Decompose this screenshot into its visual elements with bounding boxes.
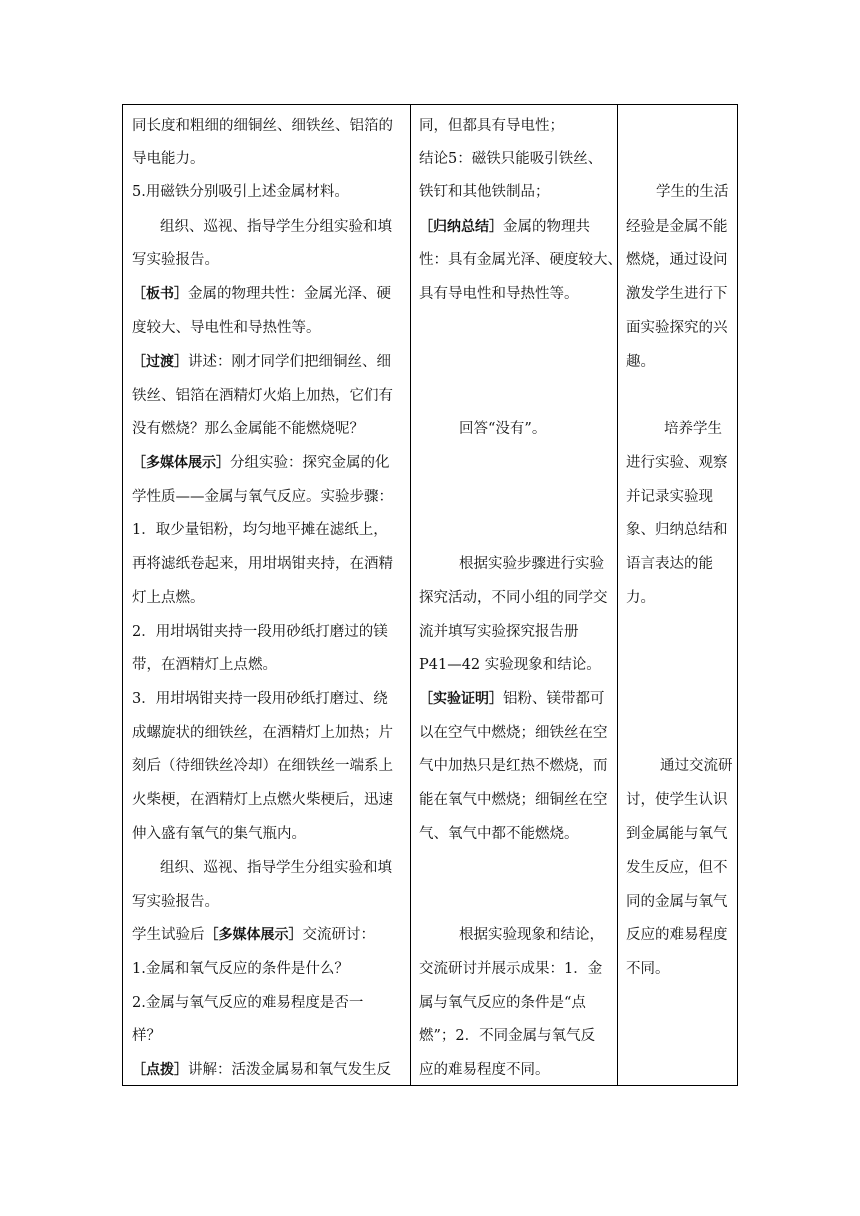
text-line <box>419 994 586 1012</box>
text-line <box>626 825 728 843</box>
text-line <box>419 117 564 135</box>
text-line <box>132 757 393 775</box>
line-text: 气中加热只是红热不燃烧，而 <box>419 758 608 774</box>
text-line <box>626 251 728 269</box>
text-line <box>419 589 608 607</box>
text-line <box>132 724 393 742</box>
line-text: 铝粉、镁带都可 <box>503 691 605 707</box>
text-line <box>419 724 608 742</box>
line-text: 刻后（待细铁丝冷却）在细铁丝一端系上 <box>132 758 393 774</box>
text-line <box>132 1061 391 1079</box>
text-line <box>132 791 393 809</box>
line-text: 成螺旋状的细铁丝，在酒精灯上加热；片 <box>132 725 393 741</box>
line-text: 学性质——金属与氧气反应。实验步骤： <box>132 489 393 505</box>
line-text: 回答“没有”。 <box>459 421 547 437</box>
text-line <box>459 926 604 944</box>
line-text: 3．用坩埚钳夹持一段用砂纸打磨过、绕 <box>132 691 388 707</box>
text-line <box>419 623 579 641</box>
line-text: 属与氧气反应的条件是“点 <box>419 995 586 1011</box>
line-text: 1．取少量铝粉，均匀地平摊在滤纸上， <box>132 522 388 538</box>
line-text: 1.金属和氧气反应的条件是什么？ <box>132 961 349 977</box>
text-line <box>419 1027 595 1045</box>
text-line <box>626 926 728 944</box>
line-text: 交流研讨： <box>302 927 375 943</box>
text-line <box>419 183 550 201</box>
line-text: 具有导电性和导热性等。 <box>419 286 579 302</box>
line-text: 能在氧气中燃烧；细铜丝在空 <box>419 792 608 808</box>
text-line <box>626 353 655 371</box>
text-line <box>626 960 670 978</box>
line-text: 力。 <box>626 590 655 606</box>
line-text: 根据实验步骤进行实验 <box>459 556 604 572</box>
line-text: 培养学生 <box>664 421 722 437</box>
line-text: 到金属能与氧气 <box>626 826 728 842</box>
bold-label: ［多媒体展示］ <box>204 927 303 943</box>
line-text: 不同。 <box>626 961 670 977</box>
text-line <box>656 183 729 201</box>
text-line <box>132 353 391 371</box>
text-line <box>132 488 393 506</box>
bold-label: ［实验证明］ <box>419 691 503 707</box>
line-text: 反应的难易程度 <box>626 927 728 943</box>
text-line <box>459 555 604 573</box>
design-intent-cell <box>618 105 738 1086</box>
line-text: 5.用磁铁分别吸引上述金属材料。 <box>132 184 349 200</box>
text-line <box>419 656 601 674</box>
text-line <box>419 150 602 168</box>
text-line <box>419 218 590 236</box>
text-line <box>626 285 728 303</box>
line-text: 通过交流研 <box>660 758 733 774</box>
line-text: 应的难易程度不同。 <box>419 1062 550 1078</box>
line-text: 2.金属与氧气反应的难易程度是否一 <box>132 995 364 1011</box>
line-text: 激发学生进行下 <box>626 286 728 302</box>
text-line <box>132 893 219 911</box>
text-line <box>626 791 728 809</box>
text-line <box>664 420 722 438</box>
line-text: 再将滤纸卷起来，用坩埚钳夹持，在酒精 <box>132 556 393 572</box>
text-line <box>132 285 391 303</box>
text-line <box>626 521 728 539</box>
line-text: 同的金属与氧气 <box>626 894 728 910</box>
line-text: 以在空气中燃烧；细铁丝在空 <box>419 725 608 741</box>
text-line <box>132 420 364 438</box>
line-text: 伸入盛有氧气的集气瓶内。 <box>132 826 306 842</box>
lesson-plan-table <box>122 104 738 1086</box>
table-row <box>123 105 738 1086</box>
text-line <box>626 319 728 337</box>
line-text: 灯上点燃。 <box>132 590 205 606</box>
line-text: 象、归纳总结和 <box>626 522 728 538</box>
line-text: 铁钉和其他铁制品； <box>419 184 550 200</box>
text-line <box>132 150 205 168</box>
text-line <box>132 825 306 843</box>
line-text: P41—42 实验现象和结论。 <box>419 657 601 673</box>
text-line <box>419 251 622 269</box>
bold-label: ［点拨］ <box>132 1062 188 1078</box>
line-text: 结论5：磁铁只能吸引铁丝、 <box>419 151 603 167</box>
line-text: 经验是金属不能 <box>626 219 728 235</box>
line-text: 导电能力。 <box>132 151 205 167</box>
text-line <box>160 218 392 236</box>
text-line <box>132 251 219 269</box>
text-line <box>626 555 713 573</box>
text-line <box>419 825 579 843</box>
line-text: 性：具有金属光泽、硬度较大、 <box>419 252 622 268</box>
text-line <box>132 387 393 405</box>
line-text: 学生试验后 <box>132 927 205 943</box>
line-text: 度较大、导电性和导热性等。 <box>132 320 321 336</box>
text-line <box>419 960 602 978</box>
text-line <box>132 521 388 539</box>
text-line <box>626 589 655 607</box>
line-text: 并记录实验现 <box>626 489 713 505</box>
text-line <box>132 960 349 978</box>
text-line <box>160 859 392 877</box>
line-text: 带，在酒精灯上点燃。 <box>132 657 277 673</box>
line-text: 写实验报告。 <box>132 252 219 268</box>
line-text: 金属的物理共 <box>503 219 590 235</box>
text-line <box>626 454 728 472</box>
line-text: 探究活动，不同小组的同学交 <box>419 590 608 606</box>
line-text: 燃”；2．不同金属与氧气反 <box>419 1028 596 1044</box>
bold-label: ［过渡］ <box>132 354 188 370</box>
text-line <box>132 926 375 944</box>
line-text: 组织、巡视、指导学生分组实验和填 <box>160 860 392 876</box>
line-text: 同，但都具有导电性； <box>419 118 564 134</box>
text-line <box>626 893 728 911</box>
line-text: 趣。 <box>626 354 655 370</box>
line-text: 2．用坩埚钳夹持一段用砂纸打磨过的镁 <box>132 624 388 640</box>
line-text: 写实验报告。 <box>132 894 219 910</box>
text-line <box>132 1027 161 1045</box>
text-line <box>132 623 388 641</box>
line-text: 火柴梗，在酒精灯上点燃火柴梗后，迅速 <box>132 792 393 808</box>
text-line <box>419 791 608 809</box>
line-text: 讨，使学生认识 <box>626 792 728 808</box>
line-text: 讲述：刚才同学们把细铜丝、细 <box>188 354 391 370</box>
text-line <box>419 285 579 303</box>
text-line <box>132 454 390 472</box>
line-text: 气、氧气中都不能燃烧。 <box>419 826 579 842</box>
line-text: 交流研讨并展示成果：1．金 <box>419 961 603 977</box>
text-line <box>132 589 205 607</box>
text-line <box>132 117 393 135</box>
text-line <box>132 656 277 674</box>
bold-label: ［归纳总结］ <box>419 219 503 235</box>
line-text: 没有燃烧？那么金属能不能燃烧呢？ <box>132 421 364 437</box>
line-text: 发生反应，但不 <box>626 860 728 876</box>
text-line <box>132 183 349 201</box>
bold-label: ［多媒体展示］ <box>132 455 230 471</box>
text-line <box>626 859 728 877</box>
line-text: 进行实验、观察 <box>626 455 728 471</box>
text-line <box>419 1061 550 1079</box>
text-line <box>132 555 393 573</box>
text-line <box>459 420 546 438</box>
text-line <box>132 319 321 337</box>
text-line <box>132 994 363 1012</box>
text-line <box>626 218 728 236</box>
line-text: 同长度和粗细的细铜丝、细铁丝、铝箔的 <box>132 118 393 134</box>
bold-label: ［板书］ <box>132 286 188 302</box>
line-text: 样？ <box>132 1028 161 1044</box>
line-text: 组织、巡视、指导学生分组实验和填 <box>160 219 392 235</box>
text-line <box>419 757 608 775</box>
line-text: 流并填写实验探究报告册 <box>419 624 579 640</box>
line-text: 分组实验：探究金属的化 <box>230 455 390 471</box>
text-line <box>132 690 388 708</box>
text-line <box>626 488 713 506</box>
line-text: 金属的物理共性：金属光泽、硬 <box>188 286 391 302</box>
line-text: 燃烧，通过设问 <box>626 252 728 268</box>
line-text: 学生的生活 <box>656 184 729 200</box>
line-text: 根据实验现象和结论， <box>459 927 604 943</box>
text-line <box>419 690 605 708</box>
line-text: 面实验探究的兴 <box>626 320 728 336</box>
line-text: 语言表达的能 <box>626 556 713 572</box>
teacher-activity-cell <box>123 105 411 1086</box>
line-text: 讲解：活泼金属易和氧气发生反 <box>188 1062 391 1078</box>
line-text: 铁丝、铝箔在酒精灯火焰上加热，它们有 <box>132 388 393 404</box>
student-activity-cell <box>411 105 622 1086</box>
text-line <box>660 757 733 775</box>
